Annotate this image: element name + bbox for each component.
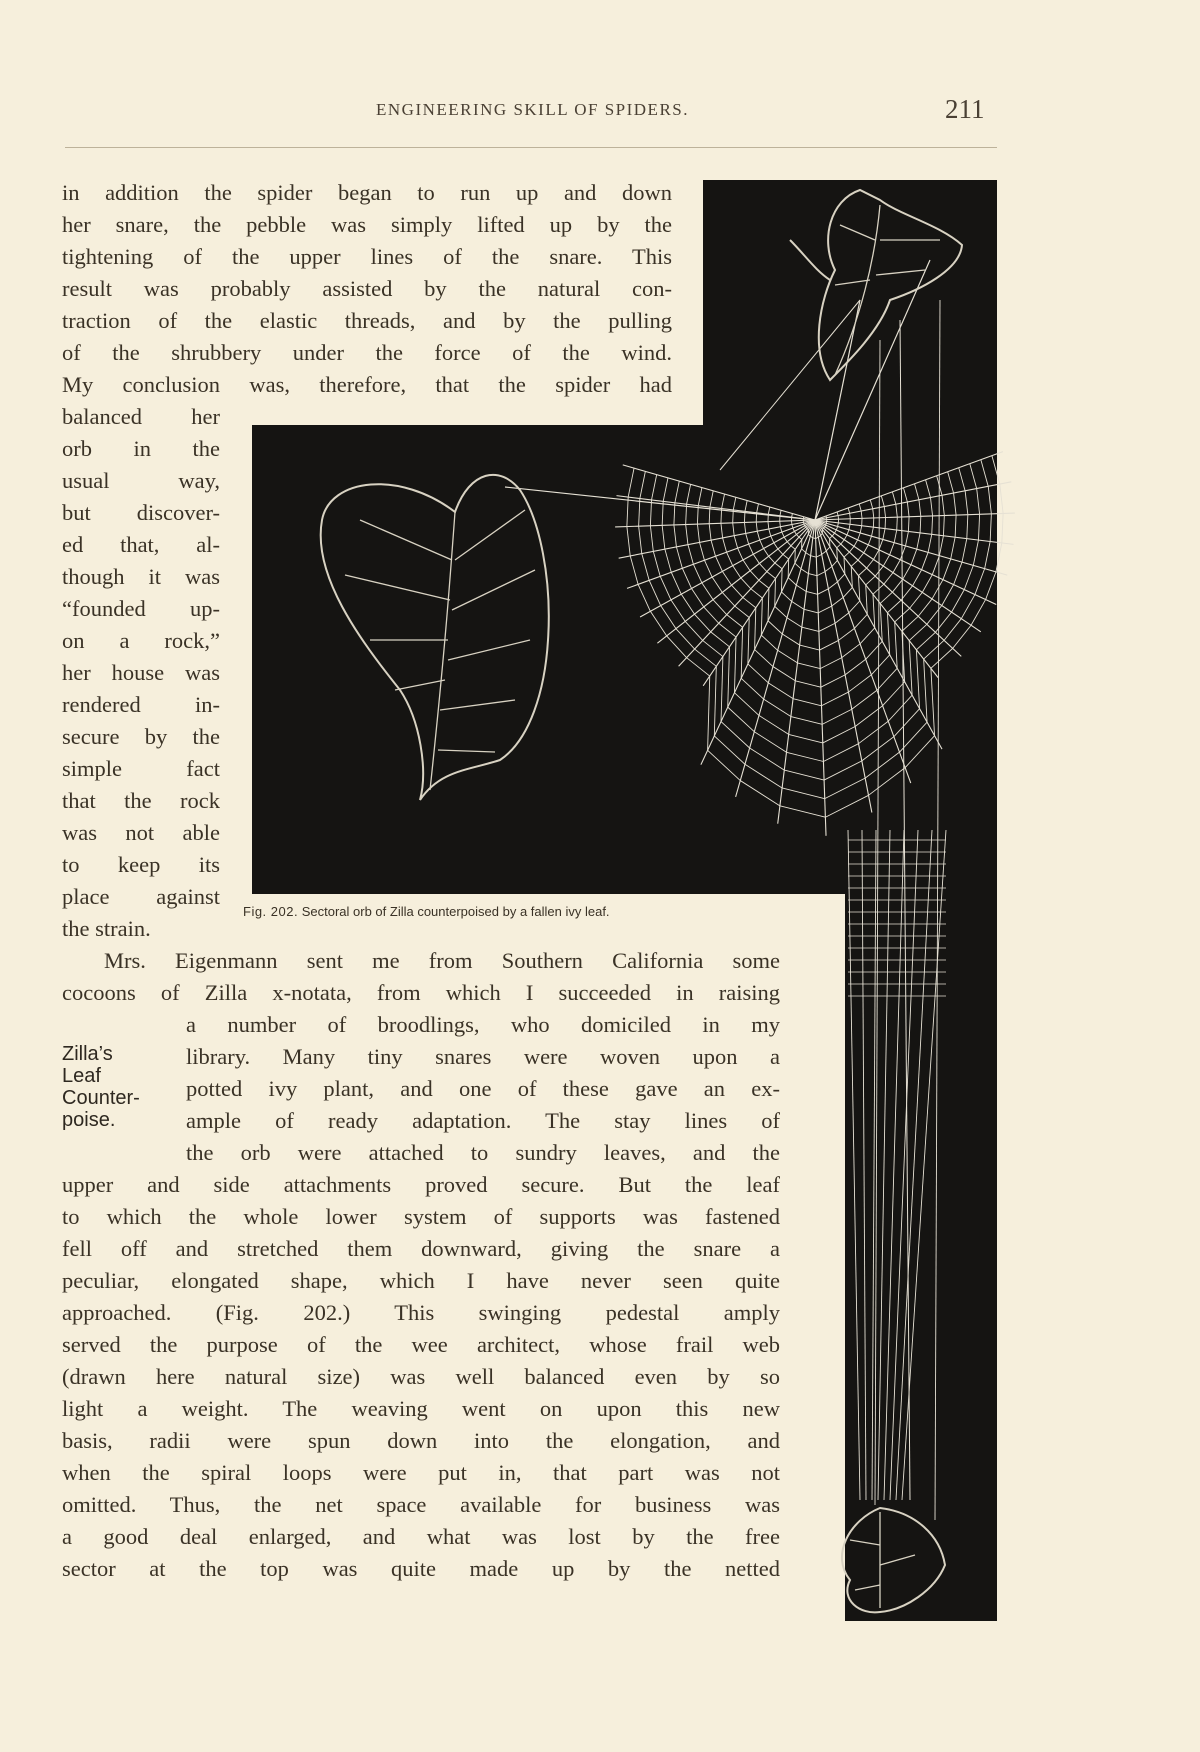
text-line: to which the whole lower system of supports was fastened: [62, 1204, 780, 1229]
text-line: orb in the: [62, 436, 220, 461]
text-line: peculiar, elongated shape, which I have never seen quite: [62, 1268, 780, 1293]
text-line: result was probably assisted by the natural con-: [62, 276, 672, 301]
text-line: on a rock,”: [62, 628, 220, 653]
text-line: sector at the top was quite made up by the netted: [62, 1556, 780, 1581]
page-number: 211: [945, 94, 985, 124]
text-line: ample of ready adaptation. The stay lines of: [186, 1108, 780, 1133]
text-line: her snare, the pebble was simply lifted up by the: [62, 212, 672, 237]
figure-caption-text: Sectoral orb of Zilla counterpoised by a fallen ivy leaf.: [301, 904, 610, 919]
header-title: ENGINEERING SKILL OF SPIDERS.: [376, 100, 689, 119]
text-line: omitted. Thus, the net space available for business was: [62, 1492, 780, 1517]
text-line: traction of the elastic threads, and by the pulling: [62, 308, 672, 333]
text-line: fell off and stretched them downward, giving the snare a: [62, 1236, 780, 1261]
text-line: balanced her: [62, 404, 220, 429]
text-line: her house was: [62, 660, 220, 685]
text-line: potted ivy plant, and one of these gave an ex-: [186, 1076, 780, 1101]
text-line: the strain.: [62, 916, 151, 941]
margin-note-line: Counter-: [62, 1087, 140, 1109]
figure-label: Fig. 202.: [243, 904, 299, 919]
text-line: usual way,: [62, 468, 220, 493]
text-line: Mrs. Eigenmann sent me from Southern California some: [104, 948, 780, 973]
text-line: a number of broodlings, who domiciled in my: [186, 1012, 780, 1037]
text-line: “founded up-: [62, 596, 220, 621]
text-line: upper and side attachments proved secure. But the leaf: [62, 1172, 780, 1197]
text-line: of the shrubbery under the force of the wind.: [62, 340, 672, 365]
text-line: to keep its: [62, 852, 220, 877]
text-line: cocoons of Zilla x-notata, from which I succeeded in raising: [62, 980, 780, 1005]
text-line: rendered in-: [62, 692, 220, 717]
text-line: was not able: [62, 820, 220, 845]
text-line: tightening of the upper lines of the snare. This: [62, 244, 672, 269]
text-line: approached. (Fig. 202.) This swinging pedestal amply: [62, 1300, 780, 1325]
margin-note: [62, 1043, 162, 1131]
text-line: but discover-: [62, 500, 220, 525]
text-line: ed that, al-: [62, 532, 220, 557]
margin-note-line: poise.: [62, 1109, 116, 1131]
text-line: in addition the spider began to run up and down: [62, 180, 672, 205]
text-line: place against: [62, 884, 220, 909]
text-line: served the purpose of the wee architect, whose frail web: [62, 1332, 780, 1357]
text-line: when the spiral loops were put in, that part was not: [62, 1460, 780, 1485]
figure-caption: [243, 904, 803, 919]
margin-note-line: Zilla’s: [62, 1043, 113, 1065]
text-line: library. Many tiny snares were woven upon a: [186, 1044, 780, 1069]
text-line: basis, radii were spun down into the elongation, and: [62, 1428, 780, 1453]
text-line: light a weight. The weaving went on upon this new: [62, 1396, 780, 1421]
text-line: secure by the: [62, 724, 220, 749]
margin-note-line: Leaf: [62, 1065, 101, 1087]
text-line: that the rock: [62, 788, 220, 813]
text-line: simple fact: [62, 756, 220, 781]
text-line: a good deal enlarged, and what was lost by the free: [62, 1524, 780, 1549]
text-line: though it was: [62, 564, 220, 589]
text-line: the orb were attached to sundry leaves, and the: [186, 1140, 780, 1165]
text-line: (drawn here natural size) was well balanced even by so: [62, 1364, 780, 1389]
text-line: My conclusion was, therefore, that the spider had: [62, 372, 672, 397]
